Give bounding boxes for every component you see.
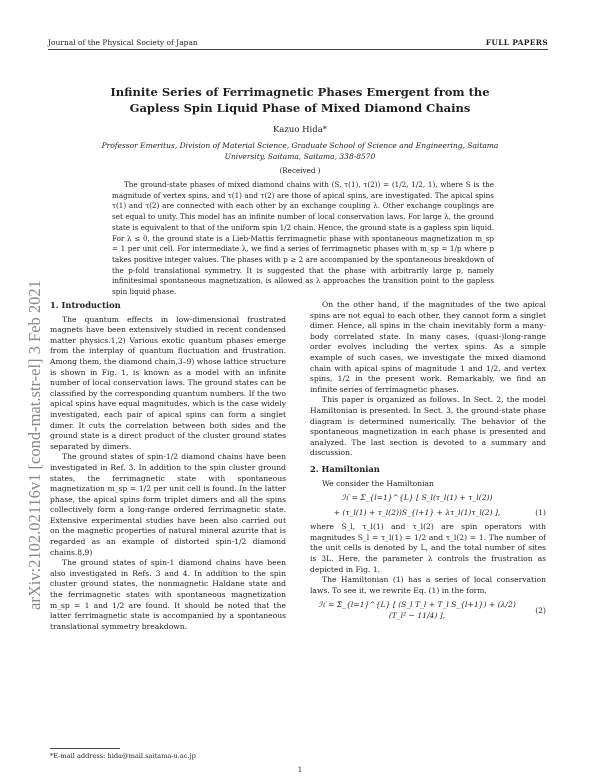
intro-paragraph-3: The ground states of spin-1 diamond chains have been also investigated in Refs. 3 and 4. In addition to the spin cluster ground states, the nonmagnetic Haldane state and the ferrimagnetic states with spontaneous magnetization m_sp = 1 and 1/2 are found. It should be noted that the latter ferrimagnetic state is accompanied by a spontaneous translational symmetry breakdown. xyxy=(50,558,286,631)
received-line: (Received ) xyxy=(279,166,321,175)
right-column xyxy=(310,300,546,626)
equation-1-line-2 xyxy=(310,508,546,519)
paper-title: Infinite Series of Ferrimagnetic Phases Emergent from the Gapless Spin Liquid Phase of Mixed Diamond Chains xyxy=(110,85,490,115)
footnote-email: *E-mail address: hida@mail.saitama-u.ac.jp xyxy=(50,752,196,760)
intro-paragraph-2: The ground states of spin-1/2 diamond chains have been investigated in Ref. 3. In addition to the spin cluster ground states, the ferrimagnetic state with spontaneous magnetization m_sp = 1/2 per unit cell is found. In the latter phase, the apical spins form triplet dimers and all the spins collectively form a long-range ordered ferrimagnetic state. Extensive experimental studies have been also carried out on the magnetic properties of natural mineral azurite that is regarded as an example of distorted spin-1/2 diamond chains.8,9) xyxy=(50,452,286,557)
equation-1-number: (1) xyxy=(535,507,546,517)
hamiltonian-paragraph-2: The Hamiltonian (1) has a series of local conservation laws. To see it, we rewrite Eq. (1) in the form, xyxy=(310,575,546,595)
hamiltonian-intro: We consider the Hamiltonian xyxy=(322,478,434,488)
section-label: FULL PAPERS xyxy=(485,38,548,47)
affiliation: Professor Emeritus, Division of Material Science, Graduate School of Science and Engineering, Saitama University, Saitama, Saitama, 338-8570 xyxy=(101,141,499,161)
page-number: 1 xyxy=(297,766,303,774)
header-rule xyxy=(48,49,548,50)
author: Kazuo Hida* xyxy=(272,125,328,135)
equation-1-first-line: ℋ = Σ_{l=1}^{L} [ S_l(τ_l(1) + τ_l(2)) xyxy=(341,493,493,503)
arxiv-watermark xyxy=(18,180,48,620)
arxiv-id: arXiv:2102.02116v1 [cond-mat.str-el] 3 Feb 2021 xyxy=(25,280,44,610)
equation-1-second-line: + (τ_l(1) + τ_l(2))S_{l+1} + λτ_l(1)τ_l(2) ], xyxy=(333,507,501,517)
intro-paragraph-5: This paper is organized as follows. In Sect. 2, the model Hamiltonian is presented. In Sect. 3, the ground-state phase diagram is determined numerically. The behavior of the spontaneous magnetization in each phase is presented and analyzed. The last section is devoted to a summary and discussion. xyxy=(310,395,546,458)
intro-paragraph-4: On the other hand, if the magnitudes of the two apical spins are not equal to each other, they cannot form a singlet dimer. Hence, all spins in the chain inevitably form a many-body correlated state. In many cases, (quasi-)long-range order evolves including the vertex spins. As a simple example of such cases, we investigate the mixed diamond chain with apical spins of magnitude 1 and 1/2, and vertex spins, 1/2 in the present work. Remarkably, we find an infinite series of ferrimagnetic phases. xyxy=(310,300,546,394)
journal-name: Journal of the Physical Society of Japan xyxy=(48,38,198,47)
equation-2-number: (2) xyxy=(535,605,546,615)
equation-1-line-1 xyxy=(310,493,546,504)
footnote-rule xyxy=(50,748,120,749)
section-heading-hamiltonian: 2. Hamiltonian xyxy=(310,463,380,474)
left-column xyxy=(50,300,286,632)
hamiltonian-where: where S_l, τ_l(1) and τ_l(2) are spin operators with magnitudes S_l = τ_l(1) = 1/2 and τ_l(2) = 1. The number of the unit cells is denoted by L, and the total number of sites is 3L. Here, the parameter λ controls the frustration as depicted in Fig. 1. xyxy=(310,522,546,574)
intro-paragraph-1: The quantum effects in low-dimensional frustrated magnets have been extensively studied in recent condensed matter physics.1,2) Various exotic quantum phases emerge from the interplay of quantum fluctuation and frustration. Among them, the diamond chain,3–9) whose lattice structure is shown in Fig. 1, is known as a model with an infinite number of local conservation laws. The ground states can be classified by the corresponding quantum numbers. If the two apical spins have equal magnitudes, which is the case widely investigated, each pair of apical spins can form a singlet dimer. It cuts the correlation between both sides and the ground state is a direct product of the cluster ground states separated by dimers. xyxy=(50,314,286,451)
section-heading-introduction: 1. Introduction xyxy=(50,300,121,310)
abstract: The ground-state phases of mixed diamond chains with (S, τ(1), τ(2)) = (1/2, 1/2, 1), where S is the magnitude of vertex spins, and τ(1) and τ(2) are those of apical spins, are investigated. The apical spins τ(1) and τ(2) are connected with each other by an exchange coupling λ. Other exchange couplings are set equal to unity. This model has an infinite number of local conservation laws. For large λ, the ground state is equivalent to that of the uniform spin 1/2 chain. Hence, the ground state is a gapless spin liquid. For λ ≤ 0, the ground state is a Lieb-Mattis ferrimagnetic phase with spontaneous magnetization m_sp = 1 per unit cell. For intermediate λ, we find a series of ferrimagnetic phases with m_sp = 1/p where p takes positive integer values. The phases with p ≥ 2 are accompanied by the spontaneous breakdown of the p-fold translational symmetry. It is suggested that the phase with arbitrarily large p, namely infinitesimal spontaneous magnetization, is allowed as λ approaches the transition point to the gapless spin liquid phase. xyxy=(112,180,494,297)
equation-2 xyxy=(310,600,546,621)
equation-2-body: ℋ = Σ_{l=1}^{L} [ (S_l T_l + T_l S_{l+1}) + (λ/2)(T_l² − 11/4) ], xyxy=(318,600,516,621)
